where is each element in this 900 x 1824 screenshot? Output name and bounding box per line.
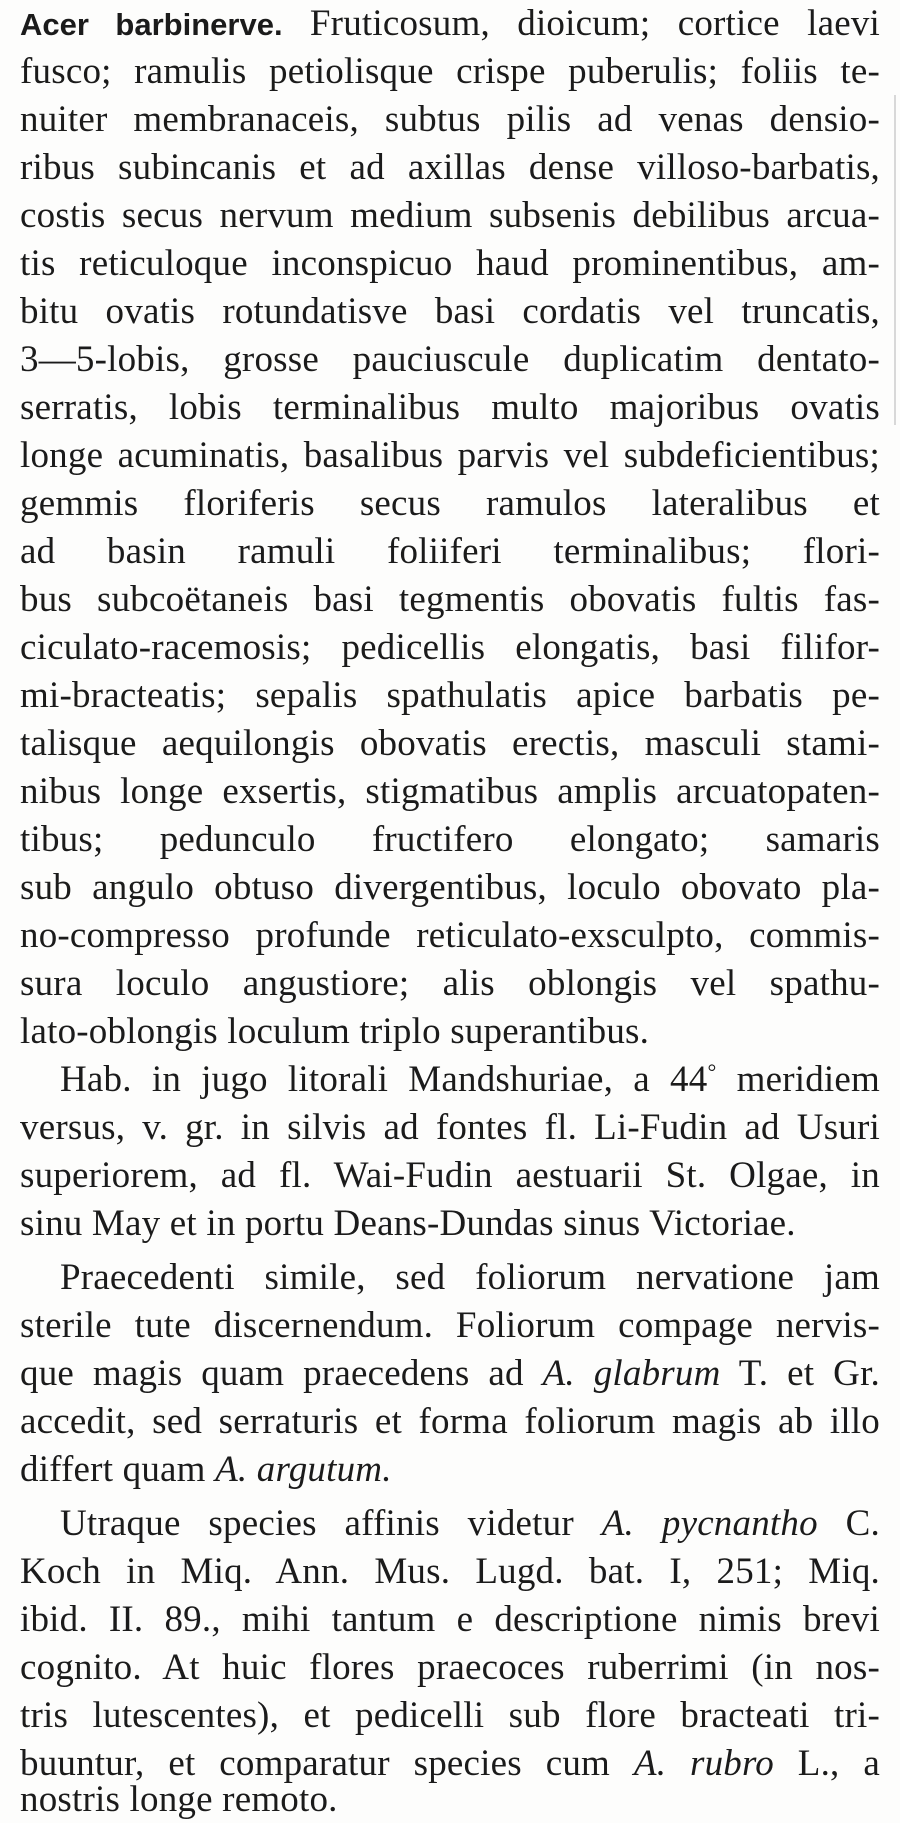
description-line: mi-bracteatis; sepalis spathulatis apice barbatis pe- (20, 675, 880, 716)
comparison-line: sterile tute discernendum. Foliorum compage nervis- (20, 1305, 880, 1346)
description-line: serratis, lobis terminalibus multo majoribus ovatis (20, 387, 880, 428)
description-line: tis reticuloque inconspicuo haud prominentibus, am- (20, 243, 880, 284)
habitat-line: versus, v. gr. in silvis ad fontes fl. Li-Fudin ad Usuri (20, 1107, 880, 1148)
affinity-line: ibid. II. 89., mihi tantum e descriptione nimis brevi (20, 1599, 880, 1640)
description-line: ribus subincanis et ad axillas dense villoso-barbatis, (20, 147, 880, 188)
comparison-text: que magis quam praecedens ad (20, 1353, 543, 1394)
comparison-line (20, 1350, 880, 1398)
description-line: bus subcoëtaneis basi tegmentis obovatis fultis fas- (20, 579, 880, 620)
description-line: gemmis floriferis secus ramulos lateralibus et (20, 483, 880, 524)
affinity-line: cognito. At huic flores praecoces ruberrimi (in nos- (20, 1647, 880, 1688)
affinity-line (20, 1500, 880, 1548)
description-line: costis secus nervum medium subsenis debilibus arcua- (20, 195, 880, 236)
description-line: fusco; ramulis petiolisque crispe puberulis; foliis te- (20, 51, 880, 92)
affinity-text: C. (817, 1503, 880, 1544)
degree-symbol: ° (707, 1059, 717, 1084)
species-name: Acer barbinerve. (20, 7, 283, 42)
affinity-line: tris lutescentes), et pedicelli sub flore bracteati tri- (20, 1695, 880, 1736)
habitat-line: superiorem, ad fl. Wai-Fudin aestuarii St. Olgae, in (20, 1155, 880, 1196)
species-reference: A. glabrum (542, 1353, 721, 1394)
comparison-text: T. et Gr. (720, 1353, 881, 1394)
description-line (20, 0, 880, 48)
description-line: ad basin ramuli foliiferi terminalibus; flori- (20, 531, 880, 572)
description-line: 3—5-lobis, grosse pauciuscule duplicatim dentato- (20, 339, 880, 380)
comparison-line: accedit, sed serraturis et forma foliorum magis ab illo (20, 1401, 880, 1442)
affinity-text: L., a (773, 1743, 880, 1784)
habitat-text: Hab. in jugo litorali Mandshuriae, a 44 (60, 1059, 708, 1100)
description-line: lato-oblongis loculum triplo superantibus. (20, 1011, 650, 1052)
species-reference: A. argutum. (215, 1449, 392, 1490)
affinity-line: Koch in Miq. Ann. Mus. Lugd. bat. I, 251; Miq. (20, 1551, 880, 1592)
species-reference: A. pycnantho (601, 1503, 818, 1544)
description-line: talisque aequilongis obovatis erectis, masculi stami- (20, 723, 880, 764)
habitat-line: sinu May et in portu Deans-Dundas sinus Victoriae. (20, 1203, 796, 1244)
affinity-text: Utraque species affinis videtur (60, 1503, 602, 1544)
description-line: ciculato-racemosis; pedicellis elongatis, basi filifor- (20, 627, 880, 668)
margin-rule (894, 95, 896, 425)
description-line: bitu ovatis rotundatisve basi cordatis vel truncatis, (20, 291, 880, 332)
affinity-line: nostris longe remoto. (20, 1779, 338, 1820)
habitat-text: meridiem (716, 1059, 880, 1100)
description-line: no-compresso profunde reticulato-exsculpto, commis- (20, 915, 880, 956)
description-line: sub angulo obtuso divergentibus, loculo obovato pla- (20, 867, 880, 908)
description-line: longe acuminatis, basalibus parvis vel subdeficientibus; (20, 435, 880, 476)
habitat-line (20, 1056, 880, 1104)
description-line: nibus longe exsertis, stigmatibus amplis arcuatopaten- (20, 771, 880, 812)
comparison-text: differt quam (20, 1449, 216, 1490)
comparison-line: Praecedenti simile, sed foliorum nervatione jam (60, 1257, 880, 1298)
comparison-line (20, 1446, 880, 1494)
description-text: Fruticosum, dioicum; cortice laevi (282, 3, 881, 44)
description-line: tibus; pedunculo fructifero elongato; samaris (20, 819, 880, 860)
description-line: nuiter membranaceis, subtus pilis ad venas densio- (20, 99, 880, 140)
affinity-text: buuntur, et comparatur species cum (20, 1743, 634, 1784)
description-line: sura loculo angustiore; alis oblongis vel spathu- (20, 963, 880, 1004)
species-reference: A. rubro (633, 1743, 774, 1784)
